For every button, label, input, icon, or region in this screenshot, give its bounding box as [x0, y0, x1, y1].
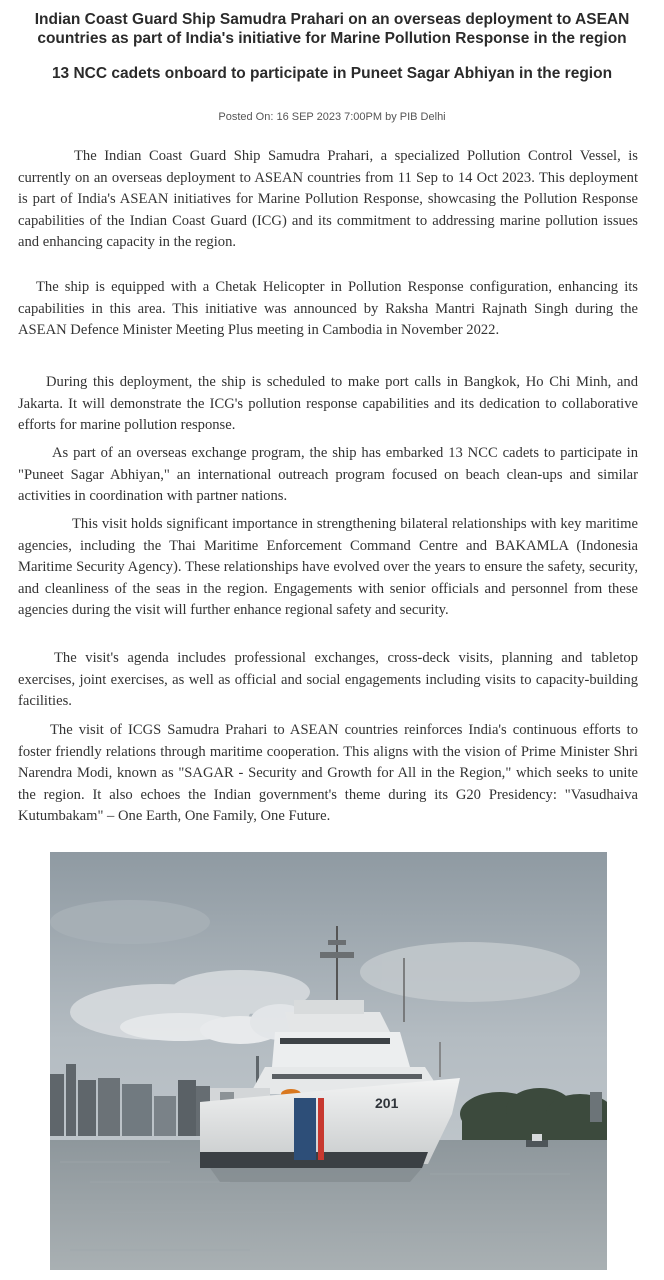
- paragraph-3: During this deployment, the ship is scheduled to make port calls in Bangkok, Ho Chi Minh, and Jakarta. It will demonstrate the ICG's pollution response capabilities and its dedication to collaborative efforts for marine pollution response.: [18, 374, 638, 433]
- posted-info: Posted On: 16 SEP 2023 7:00PM by PIB Delhi: [218, 111, 446, 123]
- headline-title: Indian Coast Guard Ship Samudra Prahari on an overseas deployment to ASEAN countries as part of India's initiative for Marine Pollution Response in the region: [34, 11, 630, 47]
- paragraph-7: The visit of ICGS Samudra Prahari to ASEAN countries reinforces India's continuous efforts to foster friendly relations through maritime cooperation. This aligns with the vision of Prime Minister Shri Narendra Modi, known as "SAGAR - Security and Growth for All in the Region," which seeks to unite the region. It also echoes the Indian government's theme during its G20 Presidency: "Vasudhaiva Kutumbakam" – One Earth, One Family, One Future.: [18, 722, 638, 824]
- paragraph-6: The visit's agenda includes professional exchanges, cross-deck visits, planning and tabletop exercises, joint exercises, as well as official and social engagements including visits to capacity-building facilities.: [18, 650, 638, 709]
- paragraph-4: As part of an overseas exchange program, the ship has embarked 13 NCC cadets to participate in "Puneet Sagar Abhiyan," an international outreach program focused on beach clean-ups and similar activities in coordination with partner nations.: [18, 445, 638, 504]
- hull-number: 201: [375, 1095, 399, 1111]
- paragraph-5: This visit holds significant importance in strengthening bilateral relationships with key maritime agencies, including the Thai Maritime Enforcement Command Centre and BAKAMLA (Indonesia Maritime Security Agency). These relationships have evolved over the years to ensure the safety, security, and cleanliness of the seas in the region. Engagements with senior officials and personnel from these agencies during the visit will further enhance regional safety and security.: [18, 516, 638, 618]
- paragraph-2: The ship is equipped with a Chetak Helicopter in Pollution Response configuration, enhancing its capabilities in this area. This initiative was announced by Raksha Mantri Rajnath Singh during the ASEAN Defence Minister Meeting Plus meeting in Cambodia in November 2022.: [18, 279, 638, 338]
- headline-subtitle: 13 NCC cadets onboard to participate in Puneet Sagar Abhiyan in the region: [51, 65, 613, 82]
- paragraph-1: The Indian Coast Guard Ship Samudra Prahari, a specialized Pollution Control Vessel, is currently on an overseas deployment to ASEAN countries from 11 Sep to 14 Oct 2023. This deployment is part of India's ASEAN initiatives for Marine Pollution Response, showcasing the Pollution Response capabilities of the Indian Coast Guard (ICG) and its commitment to addressing marine pollution issues and enhancing capacity in the region.: [18, 148, 638, 250]
- ship-photo: [50, 852, 607, 1270]
